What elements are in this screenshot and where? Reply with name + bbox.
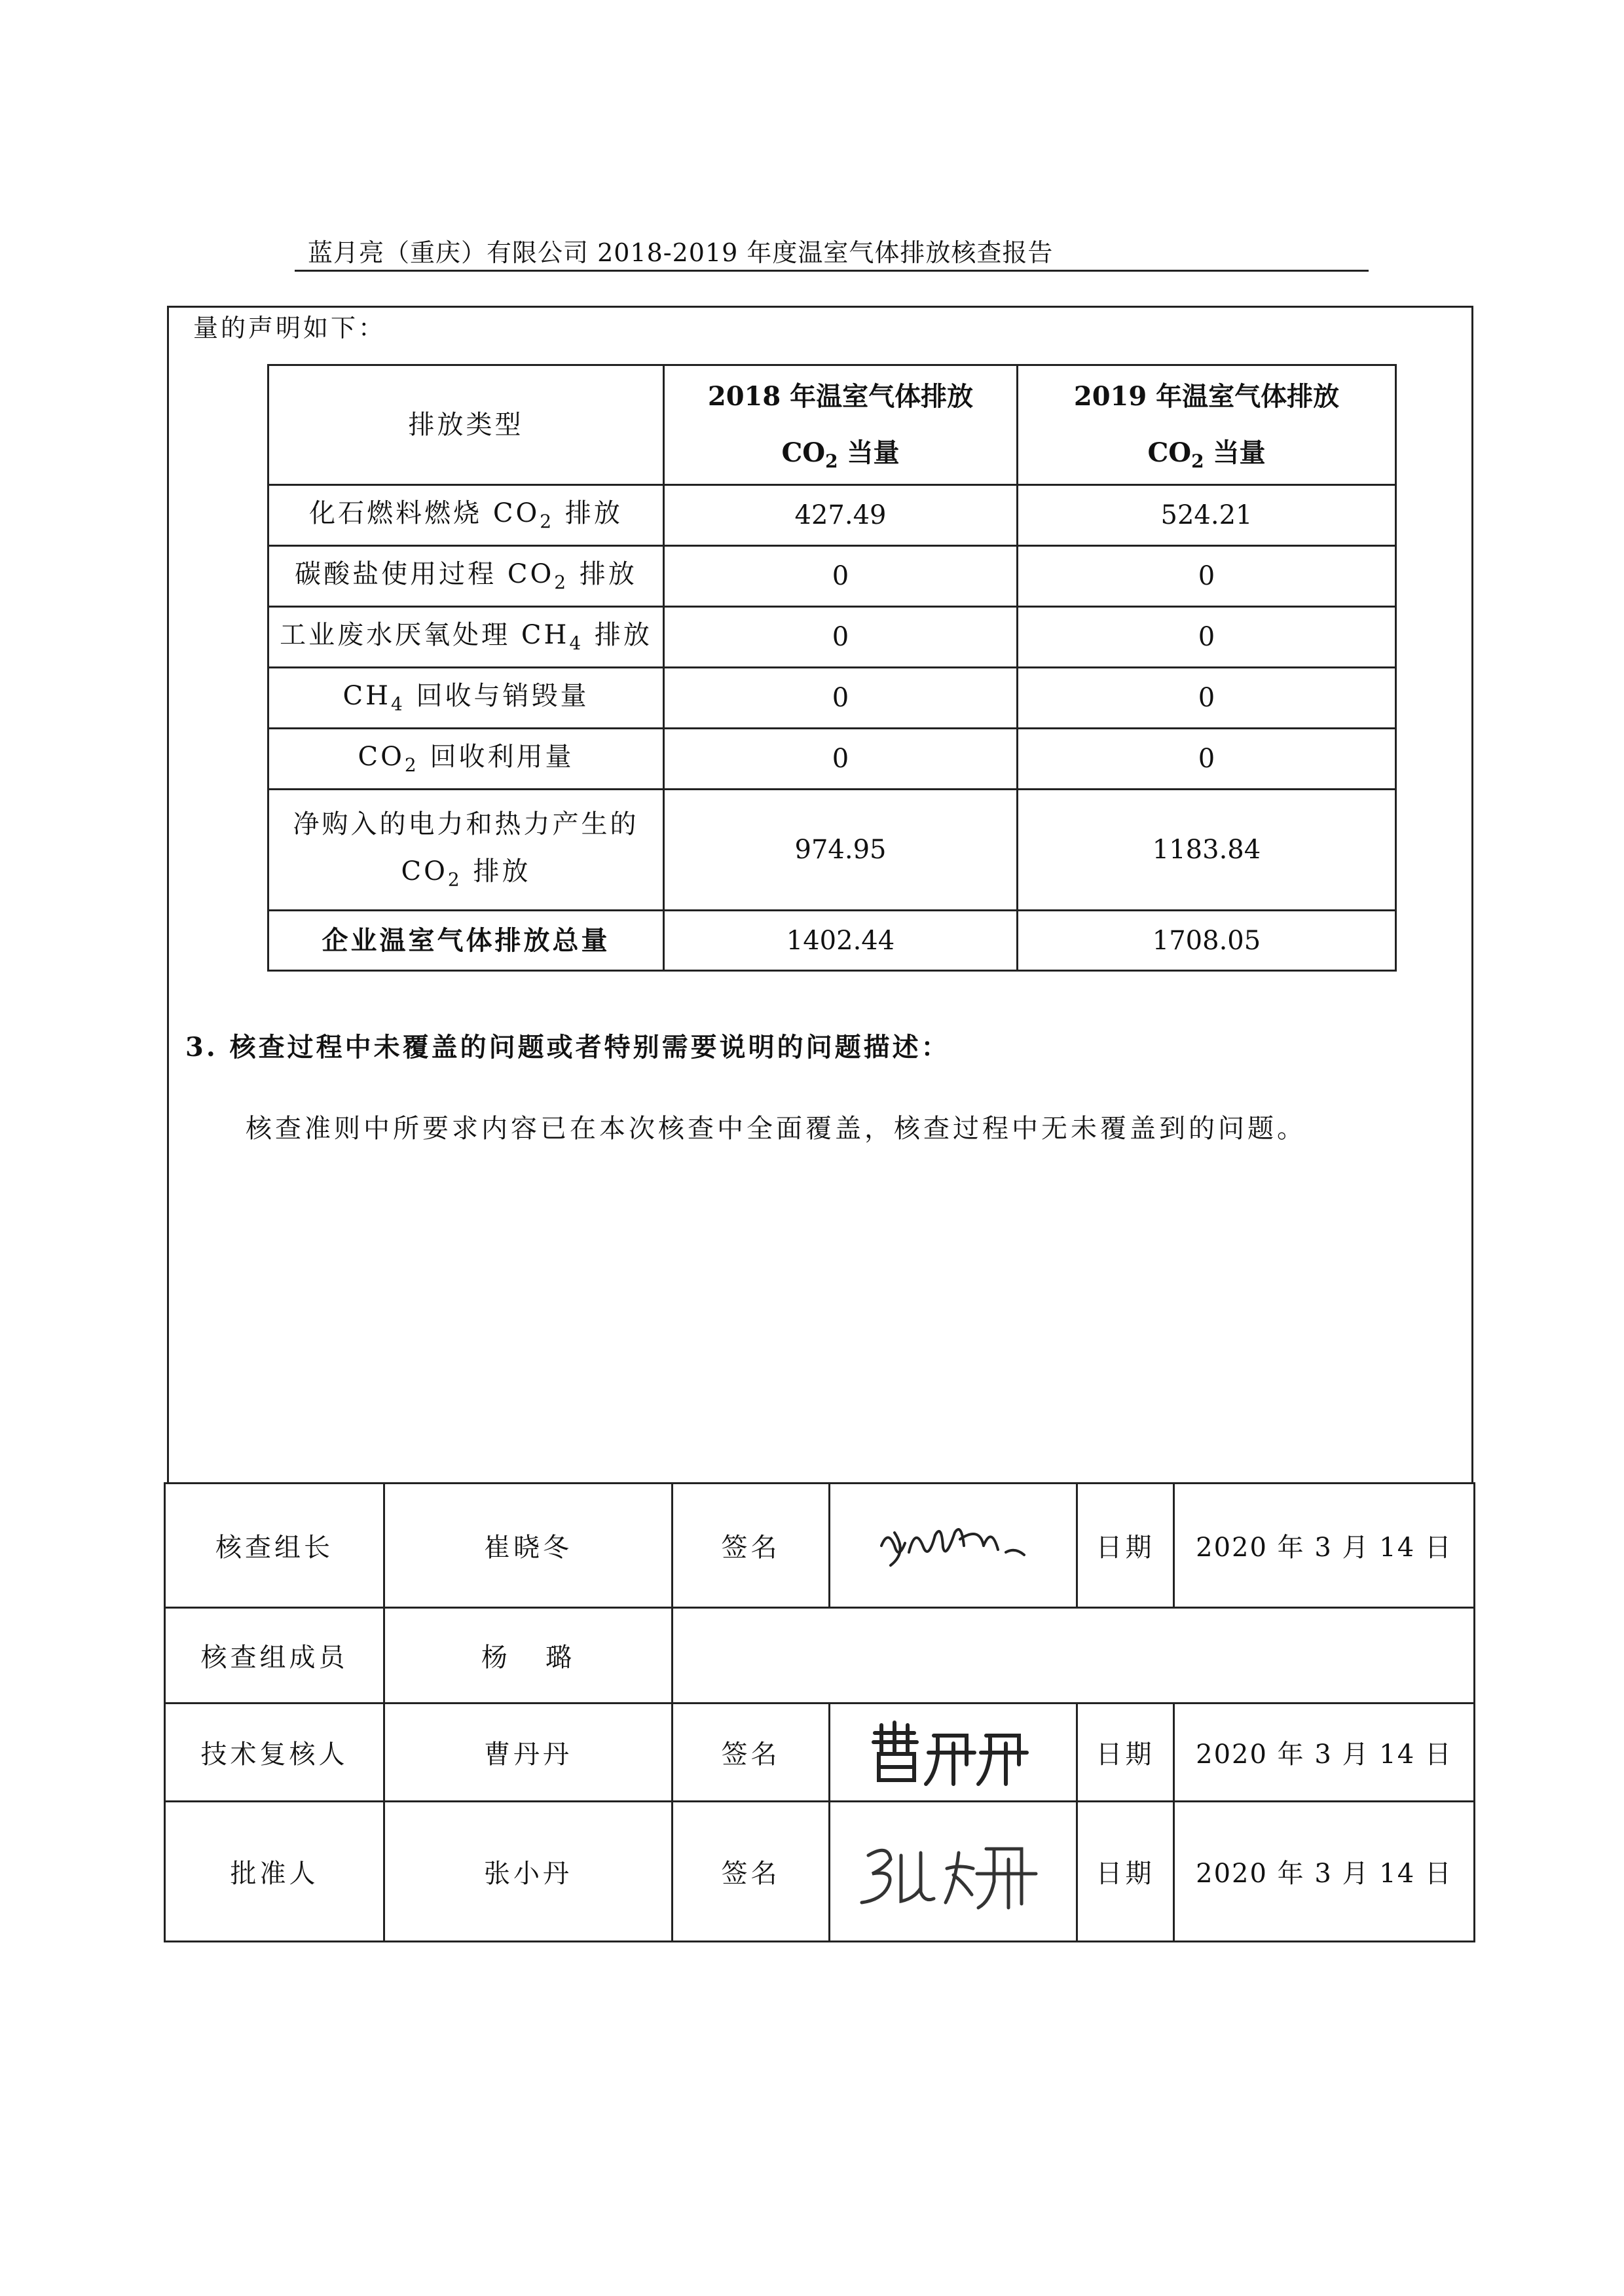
sign-label: 签名 [673, 1704, 830, 1802]
col-header-2018-line1: 2018 年温室气体排放 [707, 380, 974, 412]
signoff-row [165, 1608, 1475, 1704]
section-3-heading: 3. 核查过程中未覆盖的问题或者特别需要说明的问题描述： [185, 1032, 950, 1063]
handwritten-signature-image [862, 1713, 1045, 1792]
row-label-co2-recovery: $CO_2$ 回收利用量 [268, 729, 664, 790]
table-row [268, 485, 1396, 546]
signature-cell [830, 1484, 1077, 1608]
role-label: 核查组长 [165, 1484, 384, 1608]
purchased-label-line1: 净购入的电力和热力产生的 [293, 809, 639, 840]
sign-label: 签名 [673, 1802, 830, 1942]
date-label: 日期 [1077, 1802, 1174, 1942]
date-label: 日期 [1077, 1704, 1174, 1802]
signoff-row [165, 1802, 1475, 1942]
signoff-row [165, 1484, 1475, 1608]
value-2018: 974.95 [664, 790, 1018, 911]
sign-date: 2020 年 3 月 14 日 [1174, 1704, 1475, 1802]
person-name: 杨 璐 [384, 1608, 673, 1704]
value-2019: 524.21 [1018, 485, 1396, 546]
sign-date: 2020 年 3 月 14 日 [1174, 1802, 1475, 1942]
role-label: 批准人 [165, 1802, 384, 1942]
total-row [268, 911, 1396, 971]
row-label-fossil-fuel: 化石燃料燃烧 $CO_2$ 排放 [268, 485, 664, 546]
header-rule [295, 270, 1369, 272]
value-2018: 0 [664, 668, 1018, 729]
value-2018: 427.49 [664, 485, 1018, 546]
signoff-row [165, 1704, 1475, 1802]
signature-cell [830, 1802, 1077, 1942]
date-label: 日期 [1077, 1484, 1174, 1608]
role-label: 技术复核人 [165, 1704, 384, 1802]
value-2019: 0 [1018, 546, 1396, 607]
table-row [268, 607, 1396, 668]
row-label-wastewater: 工业废水厌氧处理 $CH_4$ 排放 [268, 607, 664, 668]
col-header-2019 [1018, 365, 1396, 485]
person-name: 张小丹 [384, 1802, 673, 1942]
empty-cell [673, 1608, 1475, 1704]
row-label-carbonate: 碳酸盐使用过程 $CO_2$ 排放 [268, 546, 664, 607]
purchased-label-line2: $CO_2$ 排放 [401, 856, 531, 891]
signature-cell [830, 1704, 1077, 1802]
value-2019: 1183.84 [1018, 790, 1396, 911]
value-2019: 0 [1018, 607, 1396, 668]
col-header-2019-line2: $CO_2$ 当量 [1147, 437, 1266, 472]
total-2019: 1708.05 [1018, 911, 1396, 971]
total-label: 企业温室气体排放总量 [268, 911, 664, 971]
table-row [268, 546, 1396, 607]
value-2018: 0 [664, 607, 1018, 668]
table-row [268, 729, 1396, 790]
emissions-table [267, 364, 1397, 972]
total-2018: 1402.44 [664, 911, 1018, 971]
value-2019: 0 [1018, 668, 1396, 729]
col-header-2019-line1: 2019 年温室气体排放 [1073, 380, 1340, 412]
col-header-2018-line2: $CO_2$ 当量 [781, 437, 900, 472]
value-2019: 0 [1018, 729, 1396, 790]
value-2018: 0 [664, 729, 1018, 790]
signoff-table [164, 1482, 1475, 1942]
table-row [268, 668, 1396, 729]
emissions-header-row [268, 365, 1396, 485]
role-label: 核查组成员 [165, 1608, 384, 1704]
value-2018: 0 [664, 546, 1018, 607]
sign-date: 2020 年 3 月 14 日 [1174, 1484, 1475, 1608]
person-name: 曹丹丹 [384, 1704, 673, 1802]
report-header-title: 蓝月亮（重庆）有限公司 2018-2019 年度温室气体排放核查报告 [308, 238, 1054, 267]
handwritten-signature-image [868, 1506, 1039, 1585]
col-header-2018 [664, 365, 1018, 485]
section-3-body: 核查准则中所要求内容已在本次核查中全面覆盖，核查过程中无未覆盖到的问题。 [246, 1114, 1306, 1144]
handwritten-signature-image [855, 1829, 1052, 1914]
row-label-purchased-energy [268, 790, 664, 911]
col-header-type: 排放类型 [268, 365, 664, 485]
sign-label: 签名 [673, 1484, 830, 1608]
table-row [268, 790, 1396, 911]
row-label-ch4-recovery: $CH_4$ 回收与销毁量 [268, 668, 664, 729]
person-name: 崔晓冬 [384, 1484, 673, 1608]
intro-text: 量的声明如下： [193, 314, 386, 342]
